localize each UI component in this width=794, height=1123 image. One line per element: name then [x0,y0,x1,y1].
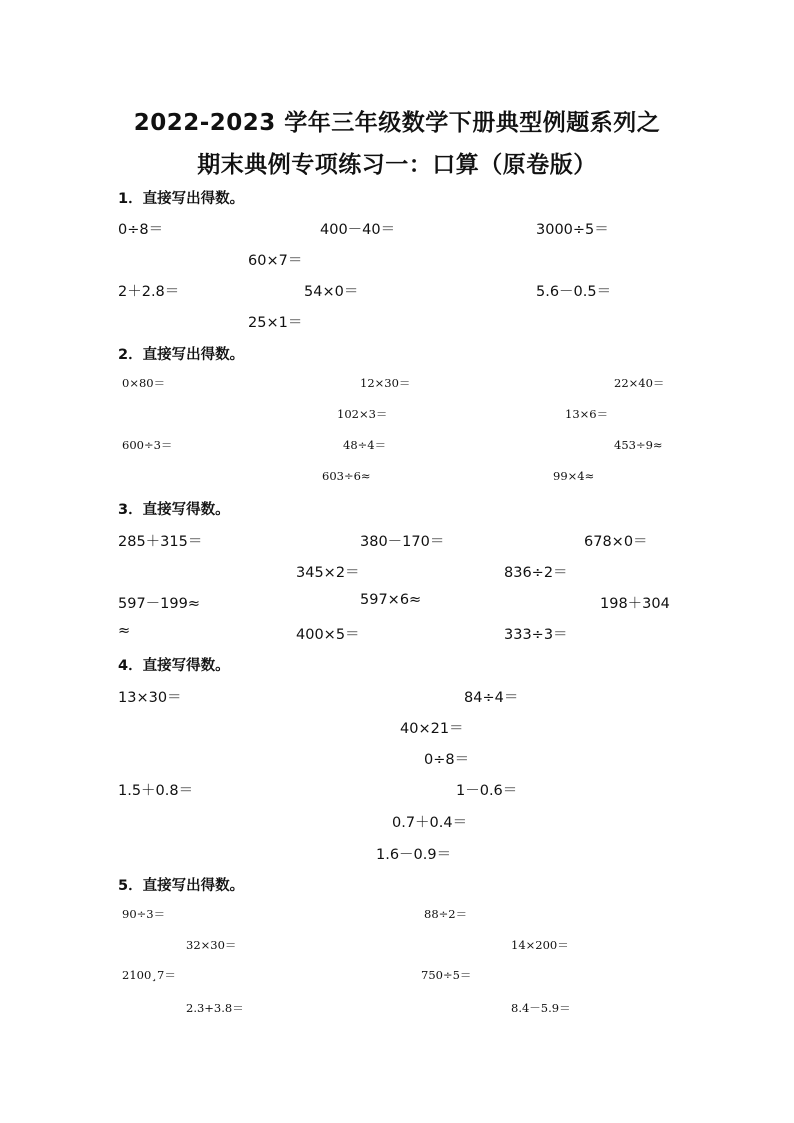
problem-item: 8.4－5.9＝ [511,1001,571,1015]
problem-item: 597－199≈ [118,596,201,612]
problem-item: 90÷3＝ [122,907,166,921]
section-2-heading: 2．直接写出得数。 [118,347,245,363]
section-1-heading: 1．直接写出得数。 [118,191,245,207]
problem-item: 836÷2＝ [504,565,568,581]
problem-item: 2.3+3.8＝ [186,1001,244,1015]
problem-item: 13×30＝ [118,690,182,706]
section-5-heading: 5．直接写出得数。 [118,878,245,894]
problem-item: 12×30＝ [360,376,411,390]
problem-item: 13×6＝ [565,407,609,421]
problem-item: 198＋304 [600,596,670,612]
problem-item: 1.6－0.9＝ [376,847,452,863]
problem-item: 102×3＝ [337,407,388,421]
problem-item: 1－0.6＝ [456,783,518,799]
problem-item: 0×80＝ [122,376,166,390]
problem-item: 88÷2＝ [424,907,468,921]
problem-item: 0.7＋0.4＝ [392,815,468,831]
problem-item: 380－170＝ [360,534,445,550]
problem-item: 345×2＝ [296,565,360,581]
problem-item: 597×6≈ [360,592,422,608]
problem-item: 99×4≈ [553,469,595,483]
problem-item: 48÷4＝ [343,438,387,452]
problem-item: 25×1＝ [248,315,303,331]
problem-item: 54×0＝ [304,284,359,300]
section-3-heading: 3．直接写得数。 [118,502,230,518]
problem-item: 750÷5＝ [421,968,472,982]
problem-item: 285＋315＝ [118,534,203,550]
problem-item: 0÷8＝ [424,752,470,768]
page-title-line-2: 期末典例专项练习一：口算（原卷版） [197,152,597,178]
problem-item: 2100¸7＝ [122,968,176,982]
problem-item: ≈ [118,623,131,639]
problem-item: 453÷9≈ [614,438,663,452]
problem-item: 603÷6≈ [322,469,371,483]
problem-item: 400×5＝ [296,627,360,643]
page-title-line-1: 2022-2023 学年三年级数学下册典型例题系列之 [133,110,661,136]
problem-item: 678×0＝ [584,534,648,550]
problem-item: 5.6－0.5＝ [536,284,612,300]
problem-item: 1.5＋0.8＝ [118,783,194,799]
problem-item: 0÷8＝ [118,222,164,238]
problem-item: 2＋2.8＝ [118,284,180,300]
problem-item: 40×21＝ [400,721,464,737]
problem-item: 84÷4＝ [464,690,519,706]
problem-item: 60×7＝ [248,253,303,269]
problem-item: 14×200＝ [511,938,569,952]
problem-item: 400－40＝ [320,222,396,238]
problem-item: 22×40＝ [614,376,665,390]
problem-item: 3000÷5＝ [536,222,609,238]
problem-item: 600÷3＝ [122,438,173,452]
problem-item: 32×30＝ [186,938,237,952]
section-4-heading: 4．直接写得数。 [118,658,230,674]
problem-item: 333÷3＝ [504,627,568,643]
